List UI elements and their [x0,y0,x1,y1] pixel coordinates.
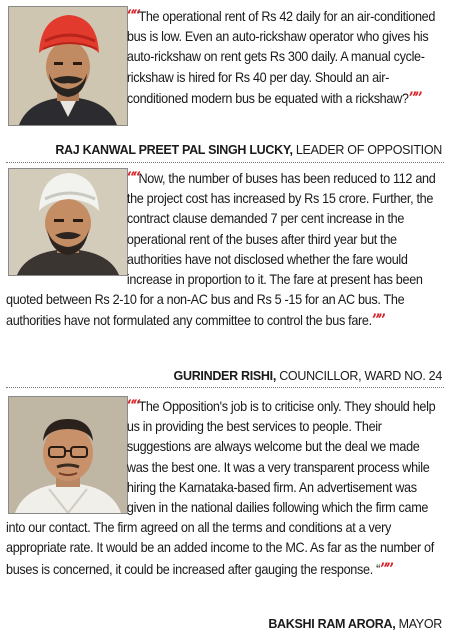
speaker-name-2: GURINDER RISHI, [173,369,276,383]
quote-block-1 [0,6,450,130]
open-quote-mark: ““ [126,396,139,415]
divider-2 [6,387,444,388]
quote-text-1 [6,6,443,109]
close-quote-mark: ”” [371,310,384,330]
speaker-name-3: BAKSHI RAM ARORA, [268,617,396,631]
quote-body-1: The operational rent of Rs 42 daily for an air-conditioned bus is low. Even an auto-rickshaw operator who gives his auto-rickshaw on rent gets Rs 300 daily. A manual cycle-rickshaw is hired for Rs 40 per day. Should an air-conditioned modern bus be equated with a rickshaw? [126,9,436,106]
attribution-1 [55,143,442,157]
speaker-title-3: MAYOR [398,617,442,631]
close-quote-mark: ”” [408,87,421,107]
quote-body-2: Now, the number of buses has been reduced to 112 and the project cost has increased by Rs 15 crore. Further, the contract clause demanded 7 per cent increase in the operational rent of the buses after third year but the authorities have not disclosed whether the fare would increase in proportion to it. The fare at present has been quoted between Rs 2-10 for a non-AC bus and Rs 5 -15 for an AC bus. The authorities have not formulated any committee to control the bus fare. [6,171,436,329]
quote-text-3 [6,396,443,580]
attribution-3 [268,617,442,631]
attribution-2 [174,369,442,383]
close-quote-mark: ”” [379,558,392,578]
speaker-title-1: LEADER OF OPPOSITION [295,143,442,157]
divider-1 [6,162,444,163]
speaker-name-1: RAJ KANWAL PREET PAL SINGH LUCKY, [55,143,293,157]
quote-block-2 [0,168,450,332]
speaker-title-2: COUNCILLOR, WARD NO. 24 [279,369,442,383]
quote-block-3 [0,396,450,580]
open-quote-mark: ““ [126,168,139,187]
quote-body-3: The Opposition's job is to criticise only. They should help us in providing the best services to people. Their suggestions are always welcome but the deal we made was the best one. It was a very transparent process while hiring the Karnataka-based firm. An advertisement was given in the national dailies following which the firm came into our contact. The firm agreed on all the terms and conditions at a very appropriate rate. It would be an added income to the MC. As far as the number of buses is concerned, it could be increased after gauging the response. “ [6,399,436,577]
open-quote-mark: ““ [126,6,139,25]
quote-text-2 [6,168,443,332]
